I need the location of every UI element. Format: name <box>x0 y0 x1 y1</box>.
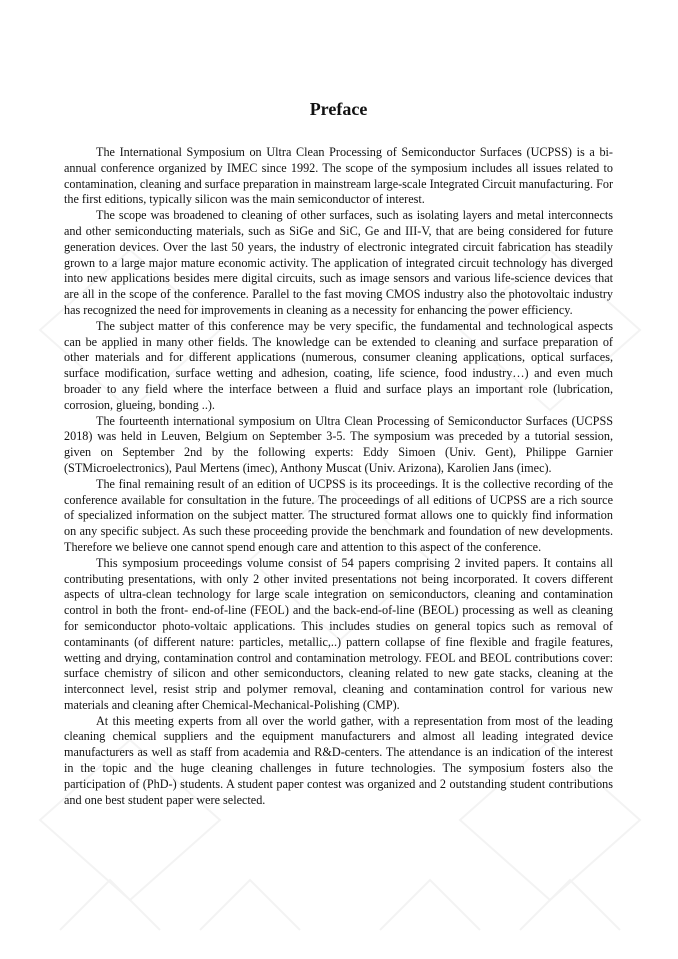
paragraph: The International Symposium on Ultra Clean Processing of Semiconductor Surfaces (UCPSS) is a bi-annual conference organized by IMEC since 1992. The scope of the symposium includes all issues related to contamination, cleaning and surface preparation in mainstream large-scale Integrated Circuit manufacturing. For the first editions, typically silicon was the main semiconductor of interest. <box>64 145 614 207</box>
paragraph: The final remaining result of an edition of UCPSS is its proceedings. It is the collective recording of the conference available for consultation in the future. The proceedings of all editions of UCPSS are a rich source of specialized information on the subject matter. The structured format allows one to quickly find information on any specific subject. As such these proceeding provide the benchmark and foundation of new developments. Therefore we believe one cannot spend enough care and attention to this aspect of the conference. <box>64 476 613 554</box>
paragraph: The subject matter of this conference may be very specific, the fundamental and technological aspects can be applied in many other fields. The knowledge can be extended to cleaning and surface preparation of other materials and for different applications (numerous, consumer cleaning applications, optical surfaces, surface modification, surface wetting and adhesion, coating, life science, food industry…) and even much broader to any field where the interface between a fluid and surface plays an important role (lubrication, corrosion, glueing, bonding ..). <box>64 318 613 412</box>
preface-body <box>64 145 613 808</box>
page-title: Preface <box>309 99 368 120</box>
paragraph: The fourteenth international symposium on Ultra Clean Processing of Semiconductor Surfaces (UCPSS 2018) was held in Leuven, Belgium on September 3-5. The symposium was preceded by a tutorial session, given on September 2nd by the following experts: Eddy Simoen (Univ. Gent), Philippe Garnier (STMicroelectronics), Paul Mertens (imec), Anthony Muscat (Univ. Arizona), Karolien Jans (imec). <box>64 413 613 475</box>
paragraph: The scope was broadened to cleaning of other surfaces, such as isolating layers and metal interconnects and other semiconducting materials, such as SiGe and SiC, Ge and III-V, that are being considered for future generation devices. Over the last 50 years, the industry of electronic integrated circuit fabrication has steadily grown to a large major mature economic activity. The application of integrated circuit technology has diverged into new applications besides mere digital circuits, such as image sensors and various life-science devices that are all in the scope of the conference. Parallel to the fast moving CMOS industry also the photovoltaic industry has recognized the need for improvements in cleaning as a necessity for enhancing the power efficiency. <box>64 208 613 317</box>
paragraph: At this meeting experts from all over the world gather, with a representation from most of the leading cleaning chemical suppliers and the equipment manufacturers and almost all leading integrated device manufacturers as well as staff from academia and R&D-centers. The attendance is an indication of the interest in the topic and the huge cleaning challenges in future technologies. The symposium fosters also the participation of (PhD-) students. A student paper contest was organized and 2 outstanding student contributions and one best student paper were selected. <box>64 713 613 807</box>
paragraph: This symposium proceedings volume consist of 54 papers comprising 2 invited papers. It contains all contributing presentations, with only 2 other invited presentations not being incorporated. It covers different aspects of ultra-clean technology for large scale integration on semiconductors, cleaning and contamination control in both the front- end-of-line (FEOL) and the back-end-of-line (BEOL) processing as well as cleaning for semiconductor photo-voltaic applications. This includes studies on general topics such as removal of contaminants (of different nature: particles, metallic,..) pattern collapse of fine flexible and fragile features, wetting and drying, contamination control and contamination metrology. FEOL and BEOL contributions cover: surface chemistry of silicon and other semiconductors, cleaning related to new gate stacks, cleaning at the interconnect level, resist strip and polymer removal, cleaning and contamination control for various new materials and cleaning after Chemical-Mechanical-Polishing (CMP). <box>64 555 613 712</box>
